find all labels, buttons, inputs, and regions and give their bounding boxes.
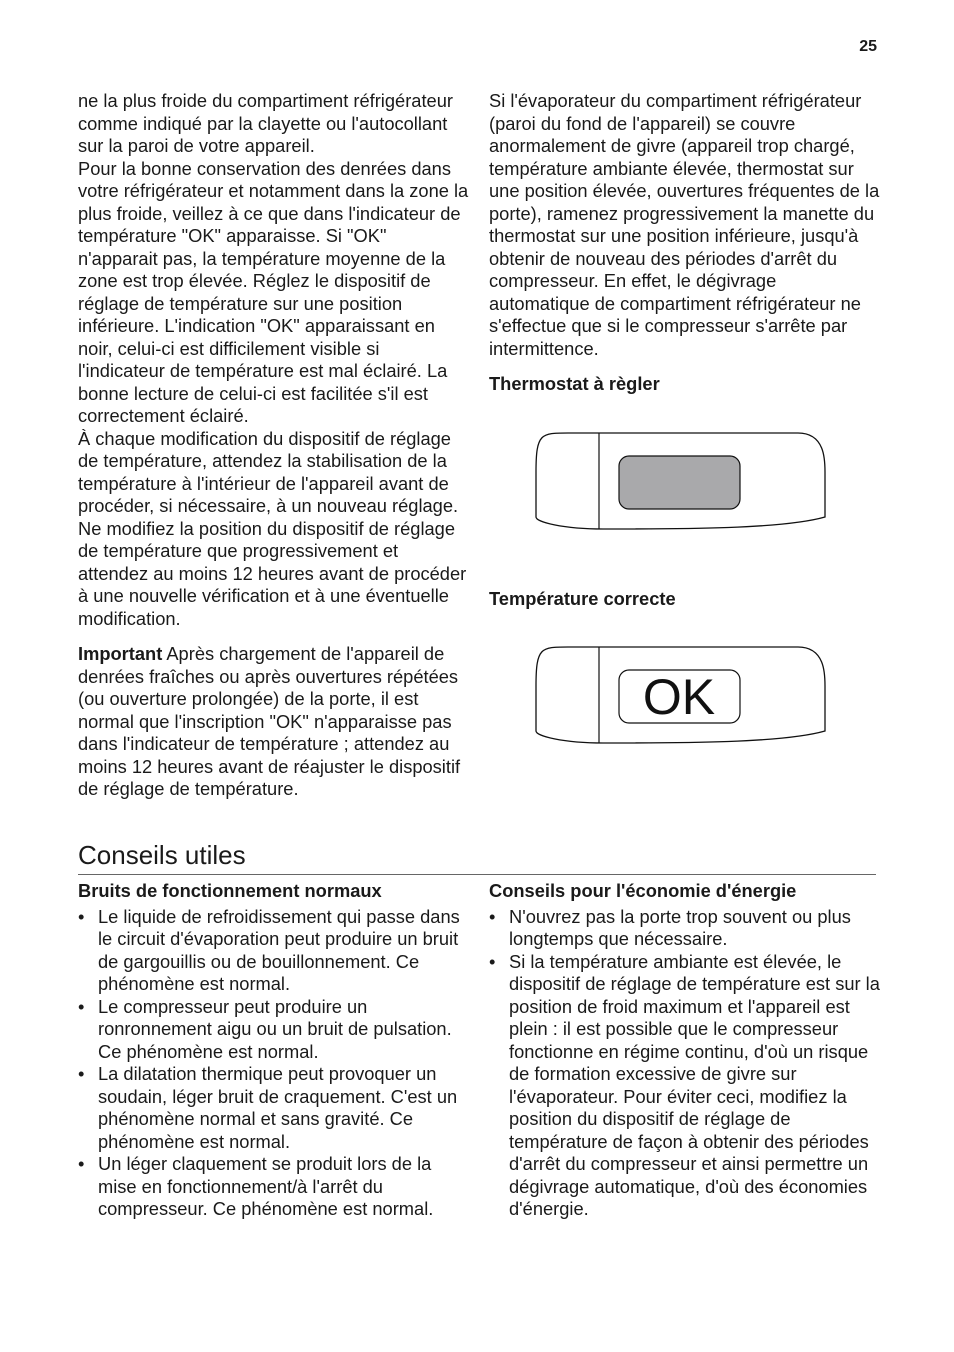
list-item: • N'ouvrez pas la porte trop souvent ou plus longtemps que nécessaire. [489, 906, 881, 951]
important-paragraph [78, 643, 470, 801]
list-item: • Le compresseur peut produire un ronronnement aigu ou un bruit de pulsation. Ce phénomène est normal. [78, 996, 470, 1064]
section-title: Conseils utiles [78, 840, 246, 870]
caption-thermostat: Thermostat à règler [489, 373, 660, 394]
paragraph: Si l'évaporateur du compartiment réfrigérateur (paroi du fond de l'appareil) se couvre anormalement de givre (appareil trop chargé, température ambiante élevée, thermostat sur une position élevée, ouvertures fréquentes de la porte), ramenez progressivement la manette du thermostat sur une position inférieure, jusqu'à obtenir de nouveau des périodes d'arrêt du compresseur. En effet, le dégivrage automatique de compartiment réfrigérateur ne s'effectue que si le compresseur s'arrête par intermittence. [489, 90, 880, 359]
section-divider [78, 874, 876, 875]
list-item: • La dilatation thermique peut provoquer un soudain, léger bruit de craquement. C'est un phénomène normal et sans gravité. Ce phénomène est normal. [78, 1063, 470, 1153]
energy-list [489, 906, 881, 1221]
list-item: • Un léger claquement se produit lors de la mise en fonctionnement/à l'arrêt du compresseur. Ce phénomène est normal. [78, 1153, 470, 1221]
list-item: • Le liquide de refroidissement qui passe dans le circuit d'évaporation peut produire un bruit de gargouillis ou de bouillonnement. Ce phénomène est normal. [78, 906, 470, 996]
ok-indicator-illustration [533, 644, 827, 744]
paragraph: ne la plus froide du compartiment réfrigérateur comme indiqué par la clayette ou l'autocollant sur la paroi de votre appareil. [78, 90, 453, 156]
ok-label: OK [642, 669, 716, 725]
indicator-window-empty [619, 456, 740, 509]
important-text: Après chargement de l'appareil de denrées fraîches ou après ouvertures répétées (ou ouverture prolongée) de la porte, il est normal que l'inscription "OK" n'apparaisse pas dans l'indicateur de température ; attendez au moins 12 heures avant de réajuster le dispositif de réglage de température. [78, 643, 461, 799]
energy-tips-column [489, 880, 881, 1221]
caption-correct: Température correcte [489, 588, 676, 609]
important-label: Important [78, 643, 163, 664]
energy-heading: Conseils pour l'économie d'énergie [489, 880, 797, 901]
page-number: 25 [859, 38, 877, 55]
left-column-top [78, 90, 470, 801]
thermostat-indicator-illustration [533, 430, 827, 530]
noise-tips-column [78, 880, 470, 1221]
paragraph: Pour la bonne conservation des denrées dans votre réfrigérateur et notamment dans la zone la plus froide, veillez à ce que dans l'indicateur de température "OK" apparaisse. Si "OK" n'apparait pas, la température moyenne de la zone est trop élevée. Réglez le dispositif de réglage de température sur une position inférieure. L'indication "OK" apparaissant en noir, celui-ci est difficilement visible si l'indicateur de température est mal éclairé. La bonne lecture de celui-ci est facilitée s'il est correctement éclairé. [78, 157, 469, 426]
paragraph: À chaque modification du dispositif de réglage de température, attendez la stabilisation de la température à l'intérieur de l'appareil avant de procéder, si nécessaire, à un nouveau réglage. Ne modifiez la position du dispositif de réglage de température que progressivement et attendez au moins 12 heures avant de procéder à une nouvelle vérification et à une éventuelle modification. [78, 427, 467, 629]
list-item: • Si la température ambiante est élevée, le dispositif de réglage de température est sur la position de froid maximum et l'appareil est plein : il est possible que le compresseur fonctionne en régime continu, d'où un risque de formation excessive de givre sur l'évaporateur. Pour éviter ceci, modifiez la position du dispositif de réglage de température de façon à obtenir des périodes d'arrêt du compresseur et ainsi permettre un dégivrage automatique, d'où des économies d'énergie. [489, 951, 881, 1221]
noise-heading: Bruits de fonctionnement normaux [78, 880, 382, 901]
right-column-top [489, 90, 881, 360]
noise-list [78, 906, 470, 1221]
